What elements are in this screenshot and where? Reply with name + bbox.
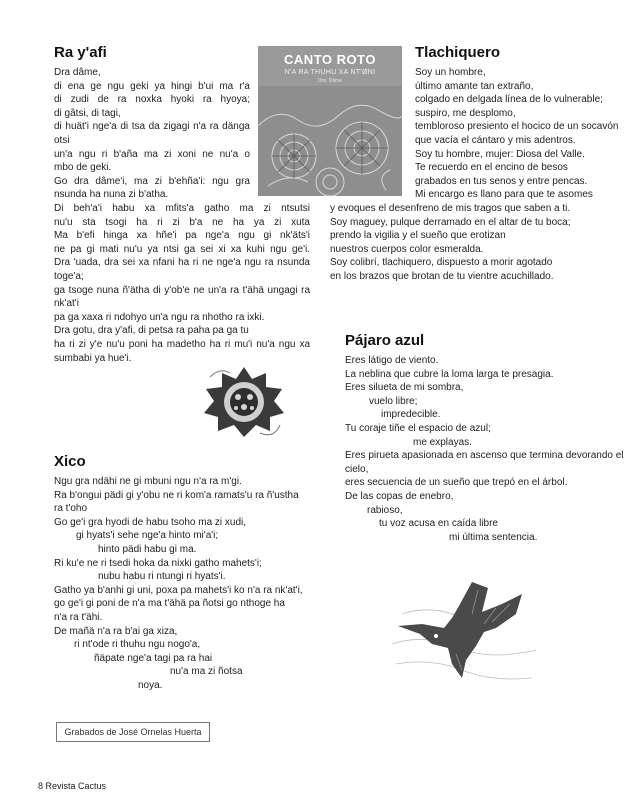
poem-line: ha ri zi y'e nu'u poni ha madetho ha ri mu'i nu'a ngu xa (54, 338, 310, 350)
poem-line: nuestros cuerpos color esmeralda. (330, 243, 484, 255)
poem-line: y evoques el desenfreno de mis tragos que saben a ti. (330, 202, 571, 214)
poem-title-pajaro-azul: Pájaro azul (345, 332, 425, 349)
poem-title-xico: Xico (54, 453, 86, 470)
poem-line: di zudi de ra noxka hyoki ra hyoya; (54, 94, 250, 106)
hummingbird-engraving-image (392, 574, 536, 700)
poem-line: Ri ku'e ne ri tsedi hoka da nixki gatho mahets'i; (54, 557, 262, 569)
poem-line: Ma b'efi hinga xa hñe'i pa nge'a ngu gi nk'äts'i (54, 230, 310, 242)
poem-line: di huät'i nge'a di tsa da zigagi n'a ra dänga (54, 121, 250, 133)
poem-line: en los brazos que brotan de tu vientre acuchillado. (330, 270, 554, 282)
illustration-credit-caption: Grabados de José Ornelas Huerta (56, 722, 210, 742)
poem-line: di ena ge ngu geki ya hingi b'ui ma r'a (54, 80, 250, 92)
poem-line: ra t'oho (54, 503, 88, 515)
poem-line: ri nt'ode ri thuhu ngu nogo'a, (74, 639, 201, 651)
poem-line: mbo de geki. (54, 162, 112, 174)
poem-line: n'a ra t'ähi. (54, 611, 103, 623)
poem-line: Dra gotu, dra y'afi, di petsa ra paha pa ga tu (54, 325, 249, 337)
poem-line: go ge'i gi poni de n'a ma t'ähä pa ñotsi go nthoge ha (54, 598, 285, 610)
poem-line: pa ga xaxa ri ndohyo un'a ngu ra nhotho ra ixki. (54, 311, 265, 323)
poem-title-tlachiquero: Tlachiquero (415, 44, 501, 61)
cover-title: CANTO ROTO (284, 52, 376, 67)
poem-line: Soy maguey, pulque derramado en el altar de tu boca; (330, 216, 571, 228)
poem-line: cielo, (345, 463, 369, 475)
poem-line: Dra dâme, (54, 67, 101, 78)
cover-author: Dra. Dâme (317, 78, 343, 84)
poem-line: toge'a; (54, 270, 84, 282)
cover-subtitle: N'A RA THUHU XA NT'ØNI (284, 69, 376, 76)
poem-line: Ra b'ongui pädi gi y'obu ne ri kom'a ramats'u ra ñ'ustha (54, 489, 299, 501)
poem-line: un'a ngu ri b'aña ma zi xoni ne nu'a o (54, 148, 250, 160)
poem-line: ñäpate nge'a tagi pa ra hai (94, 652, 213, 664)
poem-body-ra-yafi-part1 (54, 66, 250, 202)
poem-body-pajaro-azul (345, 354, 624, 544)
poem-line: nk'at'i (54, 298, 79, 310)
poem-line: nubu habu ri ntungi ri hyats'i. (98, 571, 226, 583)
poem-body-tlachiquero (330, 66, 619, 284)
poem-line: sumbabi ya hue'i. (54, 352, 132, 364)
poem-title-ra-yafi: Ra y'afi (54, 44, 107, 61)
poem-line: impredecible. (381, 409, 441, 421)
poem-line: Soy un hombre, (415, 67, 486, 78)
poem-line: tu voz acusa en caída libre (379, 518, 498, 530)
poem-line: prendo la vigilia y el sueño que erotizan (330, 230, 506, 242)
poem-line: Soy colibrí, tlachiquero, dispuesto a morir agotado (330, 257, 553, 269)
poem-line: Di beh'a'i habu xa mfits'a gatho ma zi ntsutsi (54, 203, 310, 214)
poem-line: Eres látigo de viento. (345, 355, 439, 366)
poem-line: Go ge'i gra hyodi de habu tsoho ma zi xudi, (54, 516, 247, 528)
poem-line: hinto pädi habu gi ma. (98, 543, 197, 555)
poem-line: Ngu gra ndähi ne gi mbuni ngu n'a ra m'gi. (54, 476, 242, 487)
poem-line: otsi (54, 134, 70, 146)
poem-line: colgado en delgada línea de lo vulnerable; (415, 94, 603, 106)
poem-line: último amante tan extraño, (415, 80, 534, 92)
poem-line: ne pa gi mati nu'u ya ntsi ga sei xi xa kuhi ngu ge'i. (54, 243, 310, 255)
poem-line: suspiro, me desplomo, (415, 107, 516, 119)
poem-line: me explayas. (413, 436, 472, 448)
poem-line: ga tsoge nuna ñ'ätha di y'ob'e ne un'a ra t'ähä ungagi ra (54, 284, 310, 296)
poem-line: nu'u sta tsogi ha ri zi b'a ne ha ya zi xuta (54, 216, 310, 228)
poem-line: De las copas de enebro, (345, 490, 454, 502)
poem-line: gi hyats'i sehe nge'a hinto mi'a'i; (76, 530, 219, 542)
poem-body-ra-yafi-part2 (54, 202, 310, 365)
poem-line: Dra 'uada, dra sei xa nfani ha ri ne nge'a ngu ra nsunda (54, 257, 310, 269)
poem-line: grabados en tus senos y entre pencas. (415, 175, 588, 187)
poem-line: nu'a ma zi ñotsa (170, 666, 243, 678)
poem-line: di gâtsi, di tagi, (54, 107, 121, 119)
poem-line: mi última sentencia. (449, 531, 538, 543)
poem-line: Eres pirueta apasionada en ascenso que termina devorando el (345, 450, 624, 462)
poem-line: Gatho ya b'anhi gi uni, poxa pa mahets'i ko n'a ra nk'at'i, (54, 584, 303, 596)
poem-line: Soy tu hombre, mujer: Diosa del Valle. (415, 148, 585, 160)
poem-line: Tu coraje tiñe el espacio de azul; (345, 422, 491, 434)
page-footer: 8 Revista Cactus (38, 781, 107, 791)
poem-line: vuelo libre; (369, 395, 418, 407)
poem-body-xico (54, 475, 312, 693)
poem-line: tembloroso presiento el hocico de un socavón (415, 121, 619, 133)
poem-line: La neblina que cubre la loma larga te presagia. (345, 368, 554, 380)
poem-line: nsunda ha nuna zi b'atha. (54, 189, 169, 201)
poem-line: eres secuencia de un sueño que trepó en el árbol. (345, 477, 568, 489)
poem-line: Go dra dâme'i, ma zi b'ehña'i: ngu gra (54, 175, 250, 187)
poem-line: noya. (138, 679, 163, 691)
poem-line: que vacía el cántaro y mis adentros. (415, 134, 576, 146)
poem-line: Eres silueta de mi sombra, (345, 382, 464, 394)
poem-line: De mañä n'a ra b'ai ga xiza, (54, 625, 178, 637)
poem-line: rabioso, (367, 504, 403, 516)
poem-line: Te recuerdo en el encino de besos (415, 162, 568, 174)
sun-engraving-image (200, 363, 288, 441)
poem-line: Mi encargo es llano para que te asomes (415, 189, 593, 201)
